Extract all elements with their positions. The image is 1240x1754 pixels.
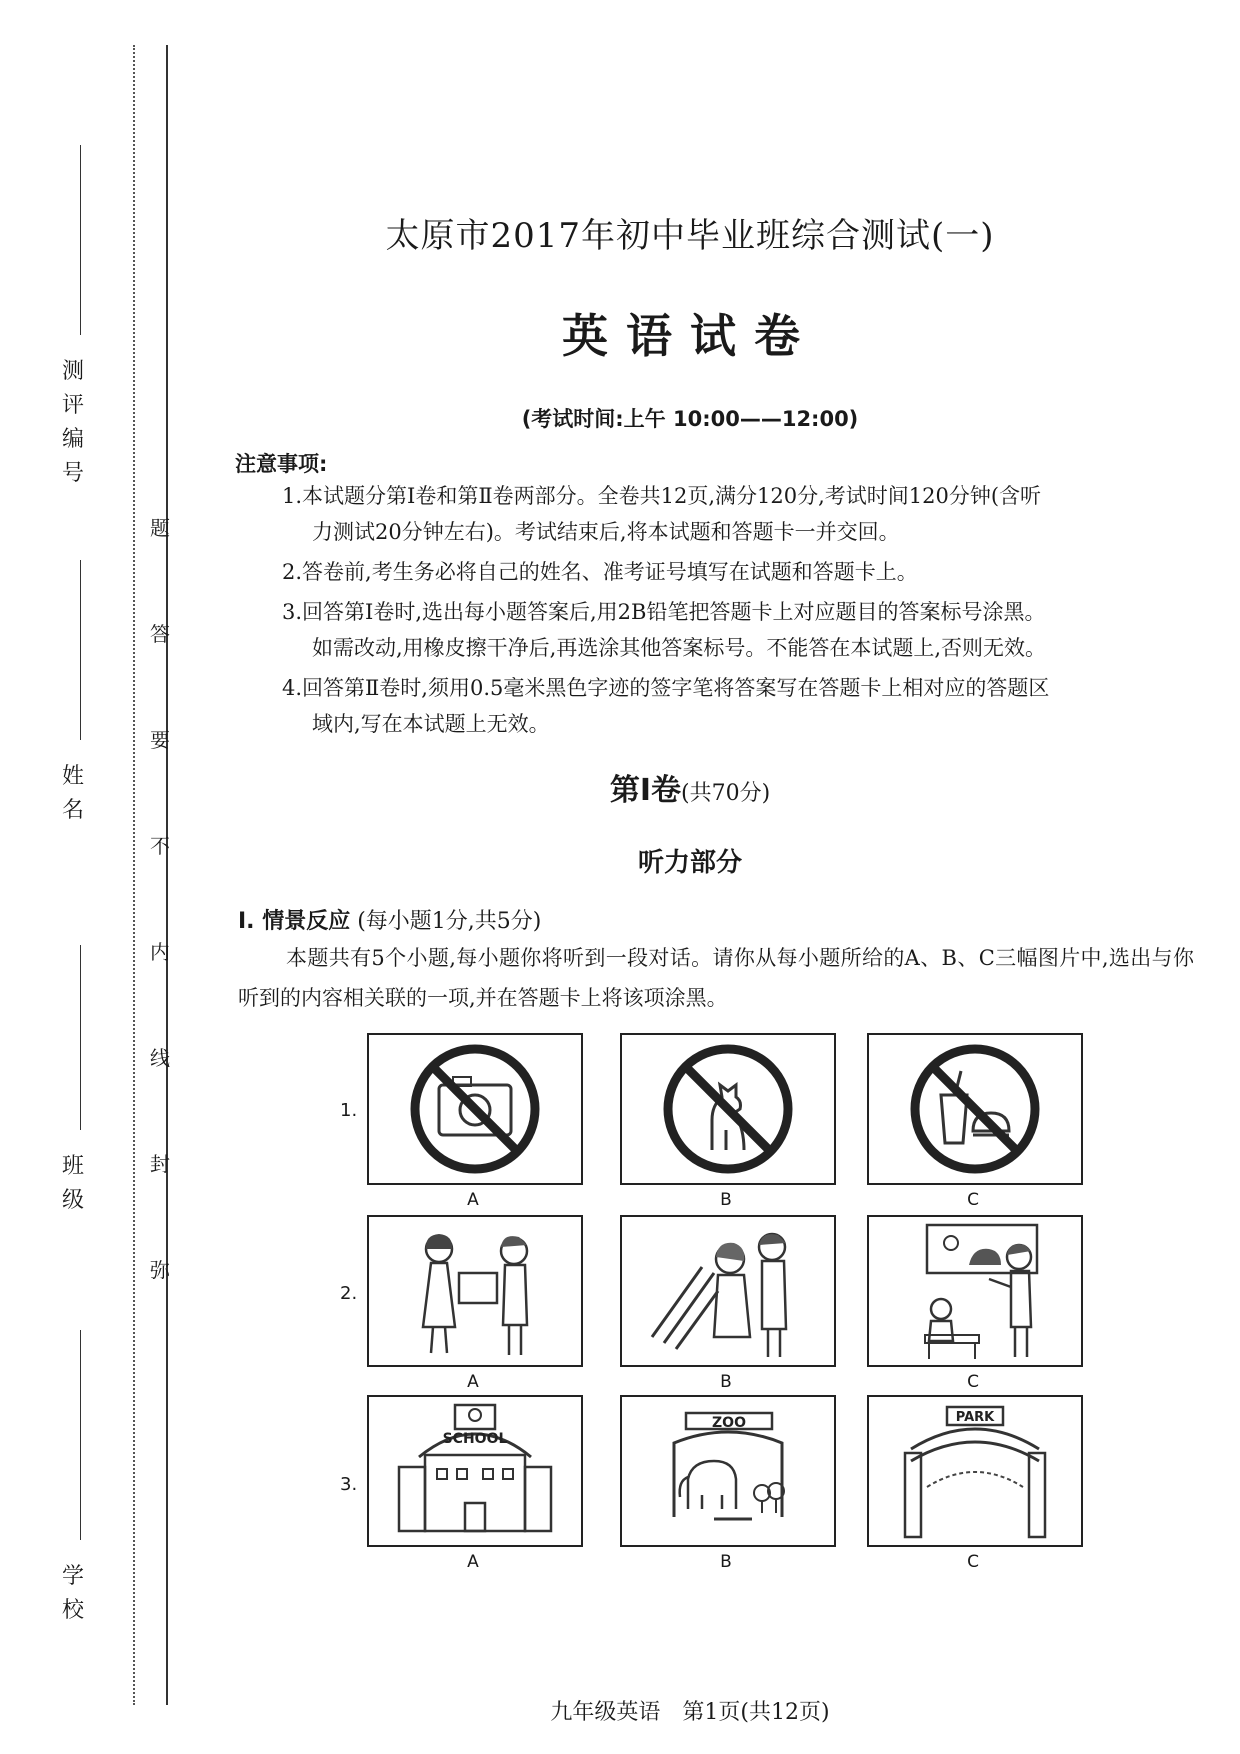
binding-solid-line (166, 45, 168, 1705)
notice-item (282, 554, 1194, 590)
section-instructions: 本题共有5个小题,每小题你将听到一段对话。请你从每小题所给的A、B、C三幅图片中,选出与你听到的内容相关联的一项,并在答题卡上将该项涂黑。 (238, 946, 1194, 1010)
school-building-picture[interactable] (367, 1395, 583, 1547)
no-dogs-icon (622, 1035, 834, 1183)
notice-heading: 注意事项: (235, 452, 328, 476)
option-letter: A (467, 1372, 479, 1392)
field-label-school: 学 校 (61, 1564, 107, 1623)
zoo-sign-text: ZOO (712, 1415, 746, 1431)
option-letter: B (720, 1372, 732, 1392)
exam-subtitle: 英语试卷 (562, 309, 818, 363)
page-footer: 九年级英语 第1页(共12页) (550, 1700, 830, 1725)
boy-teaching-class-icon (869, 1217, 1081, 1365)
seal-char: 不 (150, 834, 170, 858)
notice-item (282, 594, 1194, 666)
no-food-sign-picture[interactable] (867, 1033, 1083, 1185)
volume-score: (共70分) (681, 781, 771, 806)
option-letter: B (720, 1190, 732, 1210)
school-line[interactable] (80, 1330, 81, 1540)
seal-char: 题 (150, 516, 170, 540)
notice-line: 1.本试题分第Ⅰ卷和第Ⅱ卷两部分。全卷共12页,满分120分,考试时间120分钟(含听 (282, 484, 1042, 508)
section-heading (238, 904, 541, 935)
name-line[interactable] (80, 560, 81, 740)
notice-item (282, 478, 1194, 550)
volume-heading (240, 765, 1140, 809)
question-number: 1. (340, 1100, 358, 1121)
park-gate-icon (869, 1397, 1081, 1545)
no-camera-icon (369, 1035, 581, 1183)
zoo-gate-picture[interactable] (620, 1395, 836, 1547)
notice-line: 力测试20分钟左右)。考试结束后,将本试题和答题卡一并交回。 (312, 520, 900, 544)
exam-time: (考试时间:上午 10:00——12:00) (521, 407, 859, 431)
option-letter: C (967, 1372, 979, 1392)
boy-teaching-class-picture[interactable] (867, 1215, 1083, 1367)
no-food-icon (869, 1035, 1081, 1183)
exam-title: 太原市2017年初中毕业班综合测试(一) (385, 216, 995, 256)
option-letter: C (967, 1552, 979, 1572)
field-label-exam-number: 测评编号 (61, 359, 84, 486)
section-title: Ⅰ. 情景反应 (238, 909, 351, 934)
notice-line: 域内,写在本试题上无效。 (312, 712, 550, 736)
option-letter: A (467, 1190, 479, 1210)
option-letter: A (467, 1552, 479, 1572)
no-dogs-sign-picture[interactable] (620, 1033, 836, 1185)
zoo-gate-elephant-icon (622, 1397, 834, 1545)
boy-helping-woman-picture[interactable] (620, 1215, 836, 1367)
seal-char: 答 (150, 622, 170, 646)
exam-number-line[interactable] (80, 145, 81, 335)
girl-giving-box-picture[interactable] (367, 1215, 583, 1367)
fold-dotted-line (133, 45, 135, 1705)
school-building-icon (369, 1397, 581, 1545)
park-sign-text: PARK (955, 1410, 995, 1425)
boy-helping-woman-icon (622, 1217, 834, 1365)
seal-char: 弥 (150, 1258, 170, 1282)
notice-item (282, 670, 1194, 742)
question-number: 3. (340, 1474, 358, 1495)
option-letter: C (967, 1190, 979, 1210)
no-camera-sign-picture[interactable] (367, 1033, 583, 1185)
notice-line: 2.答卷前,考生务必将自己的姓名、准考证号填写在试题和答题卡上。 (282, 560, 918, 584)
question-number: 2. (340, 1283, 358, 1304)
girl-giving-box-icon (369, 1217, 581, 1365)
section-points: (每小题1分,共5分) (357, 909, 542, 934)
seal-char: 封 (150, 1152, 170, 1176)
volume-title: 第Ⅰ卷 (609, 773, 681, 808)
option-letter: B (720, 1552, 732, 1572)
seal-char: 要 (150, 728, 170, 752)
field-label-class: 班 级 (61, 1154, 107, 1213)
notice-line: 如需改动,用橡皮擦干净后,再选涂其他答案标号。不能答在本试题上,否则无效。 (312, 636, 1047, 660)
field-label-name: 姓 名 (61, 764, 107, 823)
seal-char: 线 (150, 1046, 170, 1070)
part-title: 听力部分 (637, 848, 742, 878)
park-gate-picture[interactable] (867, 1395, 1083, 1547)
seal-char: 内 (150, 940, 170, 964)
notice-line: 4.回答第Ⅱ卷时,须用0.5毫米黑色字迹的签字笔将答案写在答题卡上相对应的答题区 (282, 676, 1050, 700)
notice-line: 3.回答第Ⅰ卷时,选出每小题答案后,用2B铅笔把答题卡上对应题目的答案标号涂黑。 (282, 600, 1046, 624)
class-line[interactable] (80, 945, 81, 1130)
school-sign-text: SCHOOL (442, 1431, 508, 1447)
